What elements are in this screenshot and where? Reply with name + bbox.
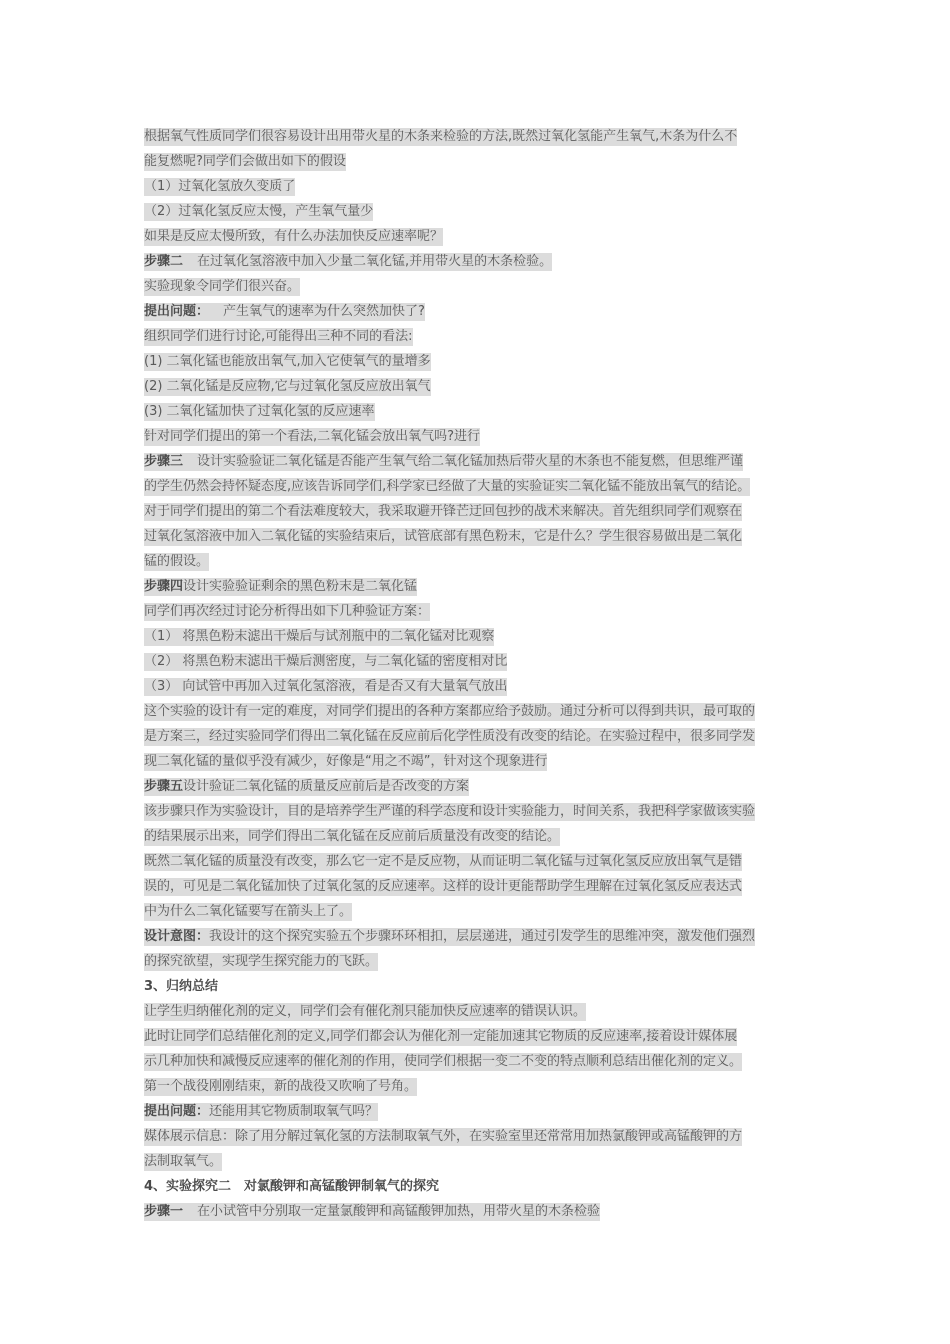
text-line xyxy=(144,774,814,799)
line-text: 中为什么二氧化锰要写在箭头上了。 xyxy=(144,904,353,919)
line-content xyxy=(144,203,373,221)
line-content xyxy=(144,503,742,521)
line-text: 根据氧气性质同学们很容易设计出用带火星的木条来检验的方法,既然过氧化氢能产生氧气,木条为什么不 xyxy=(144,129,738,144)
line-content xyxy=(144,728,755,746)
line-text: 既然二氧化锰的质量没有改变，那么它一定不是反应物，从而证明二氧化锰与过氧化氢反应放出氧气是错 xyxy=(144,854,743,869)
text-line xyxy=(144,249,814,274)
bold-label: 3、归纳总结 xyxy=(144,979,219,994)
line-content xyxy=(144,1203,600,1221)
line-text: 第一个战役刚刚结束，新的战役又吹响了号角。 xyxy=(144,1079,418,1094)
line-content xyxy=(144,1153,222,1171)
text-line xyxy=(144,649,814,674)
line-text: （1）过氧化氢放久变质了 xyxy=(144,179,296,194)
line-text: 设计验证二氧化锰的质量反应前后是否改变的方案 xyxy=(183,779,470,794)
text-line xyxy=(144,274,814,299)
line-content xyxy=(144,153,346,171)
line-text: 同学们再次经过讨论分析得出如下几种验证方案： xyxy=(144,604,431,619)
line-content xyxy=(144,553,209,571)
line-content xyxy=(144,278,300,296)
text-line xyxy=(144,1149,814,1174)
text-line xyxy=(144,624,814,649)
text-line xyxy=(144,749,814,774)
line-text: 媒体展示信息：除了用分解过氧化氢的方法制取氧气外，在实验室里还常常用加热氯酸钾或高锰酸钾的方 xyxy=(144,1129,743,1144)
line-text: 此时让同学们总结催化剂的定义,同学们都会认为催化剂一定能加速其它物质的反应速率,接着设计媒体展 xyxy=(144,1029,738,1044)
line-text: 是方案三，经过实验同学们得出二氧化锰在反应前后化学性质没有改变的结论。在实验过程中，很多同学发 xyxy=(144,729,756,744)
line-text: （3） 向试管中再加入过氧化氢溶液，看是否又有大量氧气放出 xyxy=(144,679,508,694)
bold-label: 提出问题： xyxy=(144,304,210,319)
text-line xyxy=(144,174,814,199)
line-text: 在小试管中分别取一定量氯酸钾和高锰酸钾加热，用带火星的木条检验 xyxy=(197,1204,601,1219)
text-line xyxy=(144,999,814,1024)
line-text: 这个实验的设计有一定的难度，对同学们提出的各种方案都应给予鼓励。通过分析可以得到共识，最可取的 xyxy=(144,704,756,719)
text-line xyxy=(144,349,814,374)
line-text: 法制取氧气。 xyxy=(144,1154,223,1169)
line-content xyxy=(144,253,552,271)
text-line xyxy=(144,824,814,849)
line-text: 的结果展示出来，同学们得出二氧化锰在反应前后质量没有改变的结论。 xyxy=(144,829,561,844)
text-line xyxy=(144,524,814,549)
line-content xyxy=(144,1179,439,1194)
line-content xyxy=(144,703,755,721)
text-line xyxy=(144,1174,814,1199)
bold-label: 步骤一 xyxy=(144,1204,184,1219)
text-line xyxy=(144,424,814,449)
line-text: (1) 二氧化锰也能放出氧气,加入它使氧气的量增多 xyxy=(144,354,431,369)
text-line xyxy=(144,1074,814,1099)
text-line xyxy=(144,1049,814,1074)
line-content xyxy=(144,678,507,696)
line-content xyxy=(144,803,755,821)
line-text: 对于同学们提出的第二个看法难度较大，我采取避开锋芒迂回包抄的战术来解决。首先组织同学们观察在 xyxy=(144,504,743,519)
line-content xyxy=(144,653,507,671)
line-content xyxy=(144,528,742,546)
line-content xyxy=(144,578,417,596)
line-content xyxy=(144,979,218,994)
text-line xyxy=(144,799,814,824)
line-content xyxy=(144,478,750,496)
line-content xyxy=(144,228,443,246)
text-line xyxy=(144,399,814,424)
line-content xyxy=(144,878,742,896)
line-text: 产生氧气的速率为什么突然加快了? xyxy=(223,304,425,319)
line-content xyxy=(144,128,737,146)
text-line xyxy=(144,374,814,399)
line-text: (2) 二氧化锰是反应物,它与过氧化氢反应放出氧气 xyxy=(144,379,431,394)
text-line xyxy=(144,449,814,474)
bold-label: 4、实验探究二 对氯酸钾和高锰酸钾制氧气的探究 xyxy=(144,1179,440,1194)
text-line xyxy=(144,699,814,724)
text-line xyxy=(144,574,814,599)
text-line xyxy=(144,1024,814,1049)
text-line xyxy=(144,474,814,499)
bold-label: 提出问题： xyxy=(144,1104,210,1119)
line-content xyxy=(144,828,560,846)
text-line xyxy=(144,549,814,574)
line-text: 还能用其它物质制取氧气吗？ xyxy=(209,1104,379,1119)
line-content xyxy=(144,1103,378,1121)
line-content xyxy=(144,778,469,796)
text-line xyxy=(144,124,814,149)
line-text: 组织同学们进行讨论,可能得出三种不同的看法: xyxy=(144,329,413,344)
line-text: 现二氧化锰的量似乎没有减少，好像是“用之不竭”，针对这个现象进行 xyxy=(144,754,548,769)
line-text: 在过氧化氢溶液中加入少量二氧化锰,并用带火星的木条检验。 xyxy=(197,254,553,269)
text-line xyxy=(144,299,814,324)
line-text: 实验现象令同学们很兴奋。 xyxy=(144,279,301,294)
line-text: 针对同学们提出的第一个看法,二氧化锰会放出氧气吗?进行 xyxy=(144,429,481,444)
line-content xyxy=(144,1053,742,1071)
line-content xyxy=(144,378,431,396)
line-content xyxy=(144,428,480,446)
line-content xyxy=(144,903,352,921)
line-text: (3) 二氧化锰加快了过氧化氢的反应速率 xyxy=(144,404,375,419)
bold-label: 步骤三 xyxy=(144,454,184,469)
text-line xyxy=(144,974,814,999)
text-line xyxy=(144,324,814,349)
line-text: 设计实验验证剩余的黑色粉末是二氧化锰 xyxy=(183,579,418,594)
line-text: 的探究欲望，实现学生探究能力的飞跃。 xyxy=(144,954,379,969)
document-body xyxy=(144,124,814,1224)
line-text: 误的，可见是二氧化锰加快了过氧化氢的反应速率。这样的设计更能帮助学生理解在过氧化氢反应表达式 xyxy=(144,879,743,894)
text-line xyxy=(144,149,814,174)
line-text: （2）过氧化氢反应太慢，产生氧气量少 xyxy=(144,204,374,219)
line-text: （1） 将黑色粉末滤出干燥后与试剂瓶中的二氧化锰对比观察 xyxy=(144,629,495,644)
line-content xyxy=(144,453,743,471)
bold-label: 步骤五 xyxy=(144,779,184,794)
line-text: 如果是反应太慢所致，有什么办法加快反应速率呢？ xyxy=(144,229,444,244)
line-text: 的学生仍然会持怀疑态度,应该告诉同学们,科学家已经做了大量的实验证实二氧化锰不能放出氧气的结论。 xyxy=(144,479,751,494)
line-content xyxy=(144,403,375,421)
text-line xyxy=(144,224,814,249)
line-text: 能复燃呢?同学们会做出如下的假设 xyxy=(144,154,346,169)
text-line xyxy=(144,1099,814,1124)
bold-label: 步骤二 xyxy=(144,254,184,269)
line-content xyxy=(144,953,378,971)
text-line xyxy=(144,1199,814,1224)
text-line xyxy=(144,924,814,949)
line-content xyxy=(144,303,425,321)
line-content xyxy=(144,1128,742,1146)
line-text: 设计实验验证二氧化锰是否能产生氧气给二氧化锰加热后带火星的木条也不能复燃，但思维严谨 xyxy=(197,454,744,469)
line-text: 该步骤只作为实验设计，目的是培养学生严谨的科学态度和设计实验能力，时间关系，我把科学家做该实验 xyxy=(144,804,756,819)
line-content xyxy=(144,178,295,196)
line-text: 让学生归纳催化剂的定义，同学们会有催化剂只能加快反应速率的错误认识。 xyxy=(144,1004,587,1019)
text-line xyxy=(144,724,814,749)
line-content xyxy=(144,853,742,871)
line-content xyxy=(144,603,430,621)
text-line xyxy=(144,899,814,924)
text-line xyxy=(144,199,814,224)
text-line xyxy=(144,499,814,524)
line-content xyxy=(144,1078,417,1096)
line-text: 示几种加快和减慢反应速率的催化剂的作用，使同学们根据一变二不变的特点顺利总结出催化剂的定义。 xyxy=(144,1054,743,1069)
text-line xyxy=(144,1124,814,1149)
line-text: （2） 将黑色粉末滤出干燥后测密度，与二氧化锰的密度相对比 xyxy=(144,654,508,669)
text-line xyxy=(144,674,814,699)
text-line xyxy=(144,849,814,874)
bold-label: 设计意图： xyxy=(144,929,210,944)
text-line xyxy=(144,599,814,624)
line-content xyxy=(144,1003,586,1021)
line-content xyxy=(144,1028,737,1046)
line-content xyxy=(144,753,547,771)
line-text: 我设计的这个探究实验五个步骤环环相扣，层层递进，通过引发学生的思维冲突，激发他们强烈 xyxy=(209,929,756,944)
line-content xyxy=(144,328,413,346)
line-text: 锰的假设。 xyxy=(144,554,210,569)
line-content xyxy=(144,353,431,371)
line-content xyxy=(144,928,755,946)
bold-label: 步骤四 xyxy=(144,579,184,594)
line-content xyxy=(144,628,494,646)
line-text: 过氧化氢溶液中加入二氧化锰的实验结束后，试管底部有黑色粉末，它是什么？学生很容易做出是二氧化 xyxy=(144,529,743,544)
text-line xyxy=(144,949,814,974)
text-line xyxy=(144,874,814,899)
